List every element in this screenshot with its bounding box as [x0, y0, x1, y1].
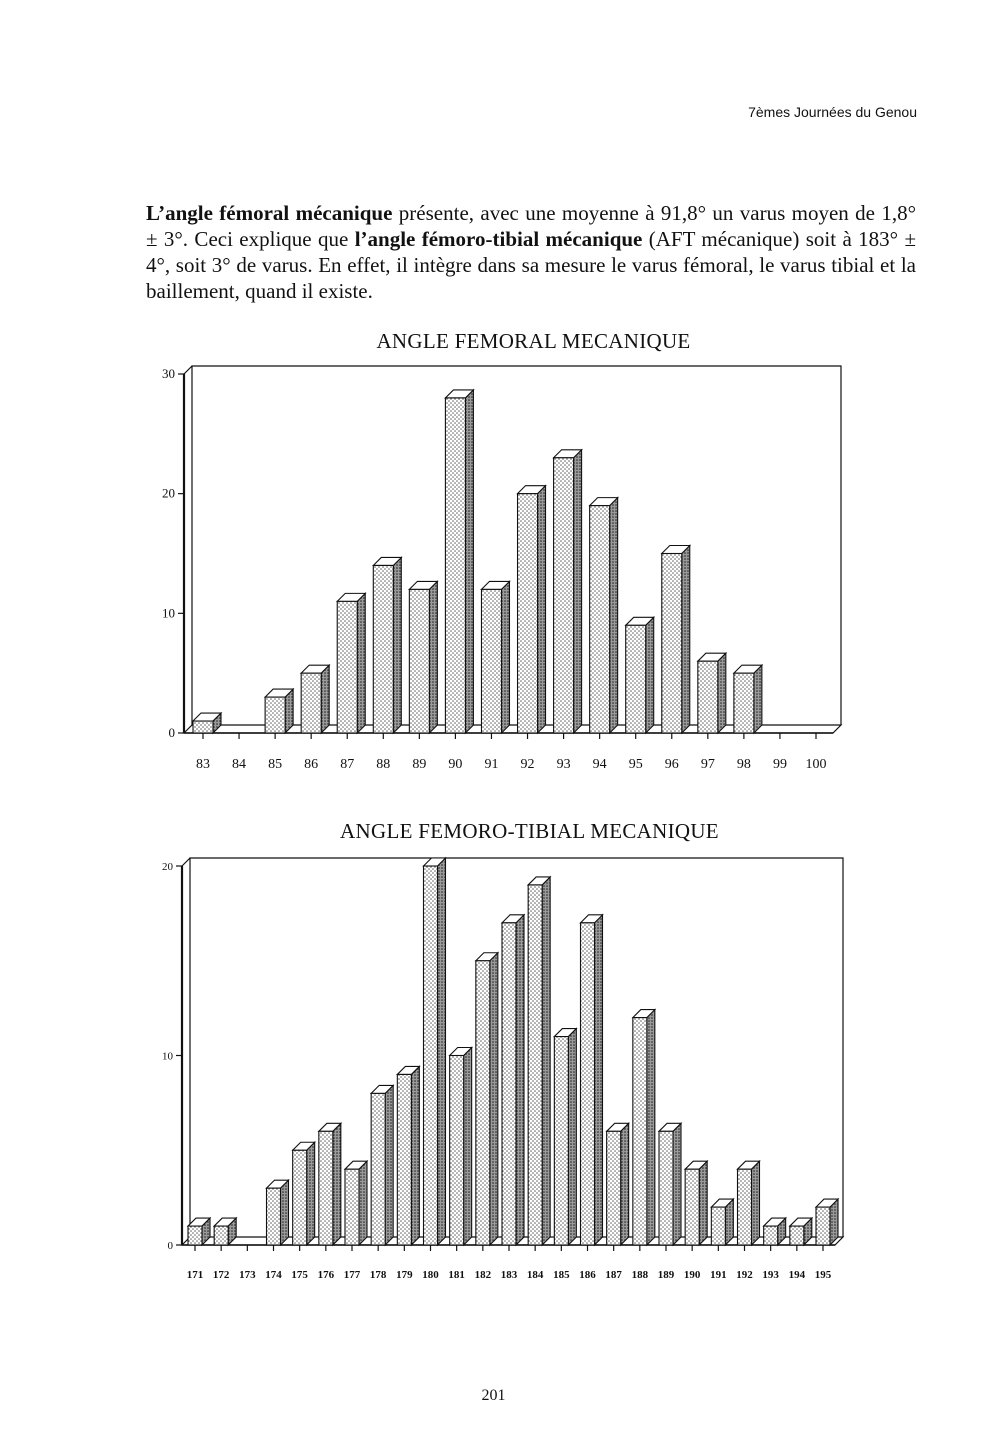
bar-side: [682, 546, 690, 734]
bar-front: [698, 661, 718, 733]
bar-side: [646, 617, 654, 733]
bar-front: [265, 697, 285, 733]
bar-front: [445, 398, 465, 733]
bar-side: [438, 858, 446, 1245]
x-tick-label: 93: [556, 757, 571, 772]
x-tick-label: 179: [396, 1269, 413, 1281]
bar: [424, 858, 446, 1245]
bar: [590, 498, 618, 733]
bar: [301, 665, 329, 733]
bar: [607, 1123, 629, 1245]
bar-side: [621, 1123, 629, 1245]
bar: [685, 1161, 707, 1245]
bar-front: [816, 1207, 830, 1245]
bar-side: [359, 1161, 367, 1245]
bar: [581, 915, 603, 1245]
chart-femoral: [0, 355, 987, 785]
bar-side: [501, 581, 509, 733]
bar-front: [193, 721, 213, 733]
bar-side: [647, 1010, 655, 1245]
bar: [554, 450, 582, 733]
bar-side: [574, 450, 582, 733]
bar-side: [307, 1142, 315, 1245]
x-tick-label: 86: [304, 757, 319, 772]
x-tick-label: 183: [500, 1269, 518, 1281]
bar: [265, 689, 293, 733]
x-tick-label: 192: [736, 1269, 753, 1281]
x-tick-label: 88: [376, 757, 391, 772]
bar: [345, 1161, 367, 1245]
x-tick-label: 180: [422, 1269, 439, 1281]
bar-front: [738, 1169, 752, 1245]
x-tick-label: 85: [268, 757, 283, 772]
y-tick-label: 0: [168, 725, 175, 740]
x-tick-label: 89: [412, 757, 427, 772]
bar-front: [214, 1226, 228, 1245]
bar-front: [481, 589, 501, 733]
bar-front: [502, 923, 516, 1245]
bar-side: [516, 915, 524, 1245]
y-axis-top-edge: [184, 366, 192, 374]
x-tick-label: 84: [232, 757, 247, 772]
bar-side: [538, 486, 546, 733]
bar: [371, 1085, 393, 1245]
bar-side: [699, 1161, 707, 1245]
bar-side: [385, 1085, 393, 1245]
bar-front: [476, 961, 490, 1245]
bar-side: [357, 593, 365, 733]
x-tick-label: 98: [736, 757, 751, 772]
x-tick-label: 181: [448, 1269, 465, 1281]
bar-side: [542, 877, 550, 1245]
bar-side: [333, 1123, 341, 1245]
bar: [397, 1066, 419, 1245]
x-tick-label: 94: [592, 757, 607, 772]
bar-front: [319, 1131, 333, 1245]
x-tick-label: 90: [448, 757, 463, 772]
bar-front: [409, 589, 429, 733]
bar: [337, 593, 365, 733]
bar-front: [626, 625, 646, 733]
bar: [293, 1142, 315, 1245]
bar-front: [685, 1169, 699, 1245]
x-tick-label: 187: [605, 1269, 622, 1281]
bar-front: [397, 1074, 411, 1245]
intro-text-1: présente, avec une moyenne à 91,8° un varus moyen de 1,8° ± 3°. Ceci explique que: [146, 201, 916, 251]
x-tick-label: 172: [212, 1269, 230, 1281]
page-number: 201: [481, 1387, 506, 1404]
x-tick-label: 193: [762, 1269, 779, 1281]
bar: [698, 653, 726, 733]
x-tick-label: 178: [369, 1269, 387, 1281]
y-tick-label: 10: [162, 1050, 173, 1063]
bar-side: [464, 1048, 472, 1246]
x-tick-label: 186: [579, 1269, 596, 1281]
bar-side: [754, 665, 762, 733]
bar: [734, 665, 762, 733]
intro-paragraph: [146, 200, 916, 304]
x-tick-label: 92: [520, 757, 535, 772]
intro-bold-term-aft: l’angle fémoro-tibial mécanique: [354, 227, 643, 251]
bar: [626, 617, 654, 733]
x-tick-label: 177: [343, 1269, 361, 1281]
bar-front: [518, 494, 538, 733]
x-tick-label: 176: [317, 1269, 335, 1281]
x-tick-label: 97: [700, 757, 715, 772]
x-tick-label: 175: [291, 1269, 308, 1281]
bar: [476, 953, 498, 1245]
x-tick-label: 195: [814, 1269, 832, 1281]
y-tick-label: 20: [162, 861, 173, 873]
x-tick-label: 87: [340, 757, 355, 772]
bar-side: [321, 665, 329, 733]
bar-side: [465, 390, 473, 733]
x-tick-label: 99: [772, 757, 787, 772]
x-tick-label: 100: [805, 757, 827, 772]
bar: [711, 1199, 733, 1245]
bar-front: [301, 673, 321, 733]
bar: [659, 1123, 681, 1245]
bar-side: [490, 953, 498, 1245]
bar-front: [345, 1169, 359, 1245]
bar-front: [607, 1131, 621, 1245]
x-tick-label: 191: [710, 1269, 727, 1281]
bar: [481, 581, 509, 733]
bar-front: [337, 601, 357, 733]
x-tick-label: 91: [484, 757, 499, 772]
x-tick-label: 182: [474, 1269, 492, 1281]
x-tick-label: 188: [631, 1269, 649, 1281]
bar-front: [734, 673, 754, 733]
bar: [738, 1161, 760, 1245]
bar: [633, 1010, 655, 1245]
x-tick-label: 96: [664, 757, 679, 772]
bar: [662, 546, 690, 734]
x-tick-label: 83: [196, 757, 210, 772]
bar-front: [554, 1037, 568, 1245]
bar-front: [450, 1056, 464, 1246]
x-tick-label: 174: [265, 1269, 282, 1281]
bar-front: [293, 1150, 307, 1245]
y-tick-label: 0: [167, 1240, 173, 1252]
bar-front: [633, 1018, 647, 1245]
x-tick-label: 171: [186, 1269, 204, 1281]
bar-front: [267, 1188, 281, 1245]
bar: [373, 557, 401, 733]
y-tick-label: 20: [162, 485, 175, 501]
y-tick-label: 30: [162, 366, 175, 381]
bar-front: [424, 866, 438, 1245]
chart-title-femoro-tibial: ANGLE FEMORO-TIBIAL MECANIQUE: [340, 819, 719, 843]
intro-bold-term-femoral: L’angle fémoral mécanique: [146, 201, 393, 225]
bar: [267, 1180, 289, 1245]
y-tick-label: 10: [162, 605, 175, 621]
chart-title-femoral: ANGLE FEMORAL MECANIQUE: [376, 329, 691, 353]
bar-side: [610, 498, 618, 733]
bar-front: [662, 554, 682, 734]
bar-side: [568, 1029, 576, 1245]
bar-front: [590, 506, 610, 733]
chart-femoro-tibial: [0, 850, 987, 1290]
bar-side: [393, 557, 401, 733]
bar-front: [790, 1226, 804, 1245]
bar-front: [659, 1131, 673, 1245]
bar: [319, 1123, 341, 1245]
bar: [450, 1048, 472, 1246]
bar-front: [581, 923, 595, 1245]
x-tick-label: 184: [526, 1269, 544, 1281]
bar-front: [188, 1226, 202, 1245]
x-tick-label: 95: [628, 757, 643, 772]
x-tick-label: 185: [553, 1269, 570, 1281]
x-tick-label: 190: [683, 1269, 701, 1281]
bar-side: [595, 915, 603, 1245]
bar: [764, 1218, 786, 1245]
bar-side: [281, 1180, 289, 1245]
x-tick-label: 194: [788, 1269, 806, 1281]
bar: [554, 1029, 576, 1245]
bar: [409, 581, 437, 733]
bar-front: [711, 1207, 725, 1245]
y-axis-top-edge: [182, 858, 190, 866]
bar-front: [528, 885, 542, 1245]
bar: [528, 877, 550, 1245]
bar-side: [429, 581, 437, 733]
intro-text-2: (AFT mécanique) soit à 183° ± 4°, soit 3° de varus. En effet, il intègre dans sa mesure le varus fémoral, le varus tibial et la baillement, quand il existe.: [146, 227, 916, 303]
bar-side: [752, 1161, 760, 1245]
bar: [816, 1199, 838, 1245]
bar-front: [554, 458, 574, 733]
x-tick-label: 173: [239, 1269, 256, 1281]
bar: [214, 1218, 236, 1245]
bar: [790, 1218, 812, 1245]
bar: [445, 390, 473, 733]
bar-side: [411, 1066, 419, 1245]
bar: [188, 1218, 210, 1245]
x-tick-label: 189: [657, 1269, 675, 1281]
bar: [502, 915, 524, 1245]
running-header: 7èmes Journées du Genou: [748, 104, 917, 120]
bar: [518, 486, 546, 733]
bar-front: [373, 565, 393, 733]
bar-front: [371, 1093, 385, 1245]
bar-side: [673, 1123, 681, 1245]
bar-front: [764, 1226, 778, 1245]
bar-side: [718, 653, 726, 733]
